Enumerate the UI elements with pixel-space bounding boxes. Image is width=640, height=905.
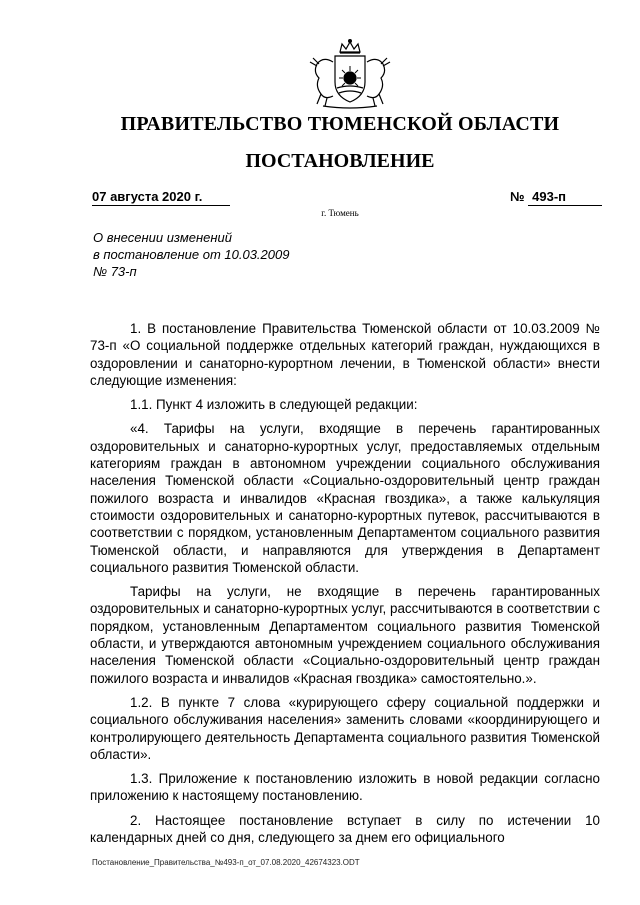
document-number: 493-п	[528, 189, 602, 206]
subject-line: О внесении изменений	[93, 230, 232, 245]
body-paragraph: 1.2. В пункте 7 слова «курирующего сферу социальной поддержки и социального обслуживания населения» заменить словами «координирующего и контролирующего деятельность Департамента социального развития Тюменской области».	[90, 694, 600, 762]
body-paragraph: 1.3. Приложение к постановлению изложить в новой редакции согласно приложению к настоящему постановлению.	[90, 771, 600, 804]
subject-line: в постановление от 10.03.2009	[93, 247, 290, 262]
body-paragraph: «4. Тарифы на услуги, входящие в перечень гарантированных оздоровительных и санаторно-курортных услуг, предоставляемых отдельным категориям граждан в автономном учреждении социального обслуживания населения Тюменской области «Социально-оздоровительный центр граждан пожилого возраста и инвалидов «Красная гвоздика», а также калькуляция стоимости оздоровительных и санаторно-курортных путевок, рассчитываются в соответствии с порядком, установленным Департаментом социального развития Тюменской области, и направляются для утверждения в Департамент социального развития Тюменской области.	[90, 421, 600, 575]
government-title: ПРАВИТЕЛЬСТВО ТЮМЕНСКОЙ ОБЛАСТИ	[120, 113, 560, 135]
body-paragraph: 1.1. Пункт 4 изложить в следующей редакции:	[130, 397, 418, 413]
coat-of-arms-emblem	[295, 38, 405, 112]
file-name-footer: Постановление_Правительства_№493-п_от_07.08.2020_42674323.ODT	[92, 858, 360, 867]
document-number-block	[510, 189, 602, 206]
document-type-title: ПОСТАНОВЛЕНИЕ	[245, 150, 435, 172]
subject-line: № 73-п	[93, 264, 137, 279]
document-body	[90, 320, 600, 853]
document-date: 07 августа 2020 г.	[92, 189, 230, 206]
document-subject	[93, 229, 289, 280]
body-paragraph: 2. Настоящее постановление вступает в силу по истечении 10 календарных дней со дня, следующего за днем его официального	[90, 812, 600, 846]
body-paragraph: Тарифы на услуги, не входящие в перечень гарантированных оздоровительных и санаторно-курортных услуг, рассчитываются в соответствии с порядком, установленным Департаментом социального развития Тюменской области, и утверждаются автономным учреждением социального обслуживания населения Тюменской области «Социально-оздоровительный центр граждан пожилого возраста и инвалидов «Красная гвоздика» самостоятельно.».	[90, 584, 600, 686]
number-sign: №	[510, 189, 525, 204]
document-city: г. Тюмень	[321, 208, 359, 218]
body-paragraph: 1. В постановление Правительства Тюменской области от 10.03.2009 № 73-п «О социальной поддержке отдельных категорий граждан, нуждающихся в оздоровлении и санаторно-курортном лечении, в Тюменской области» внести следующие изменения:	[90, 321, 600, 388]
